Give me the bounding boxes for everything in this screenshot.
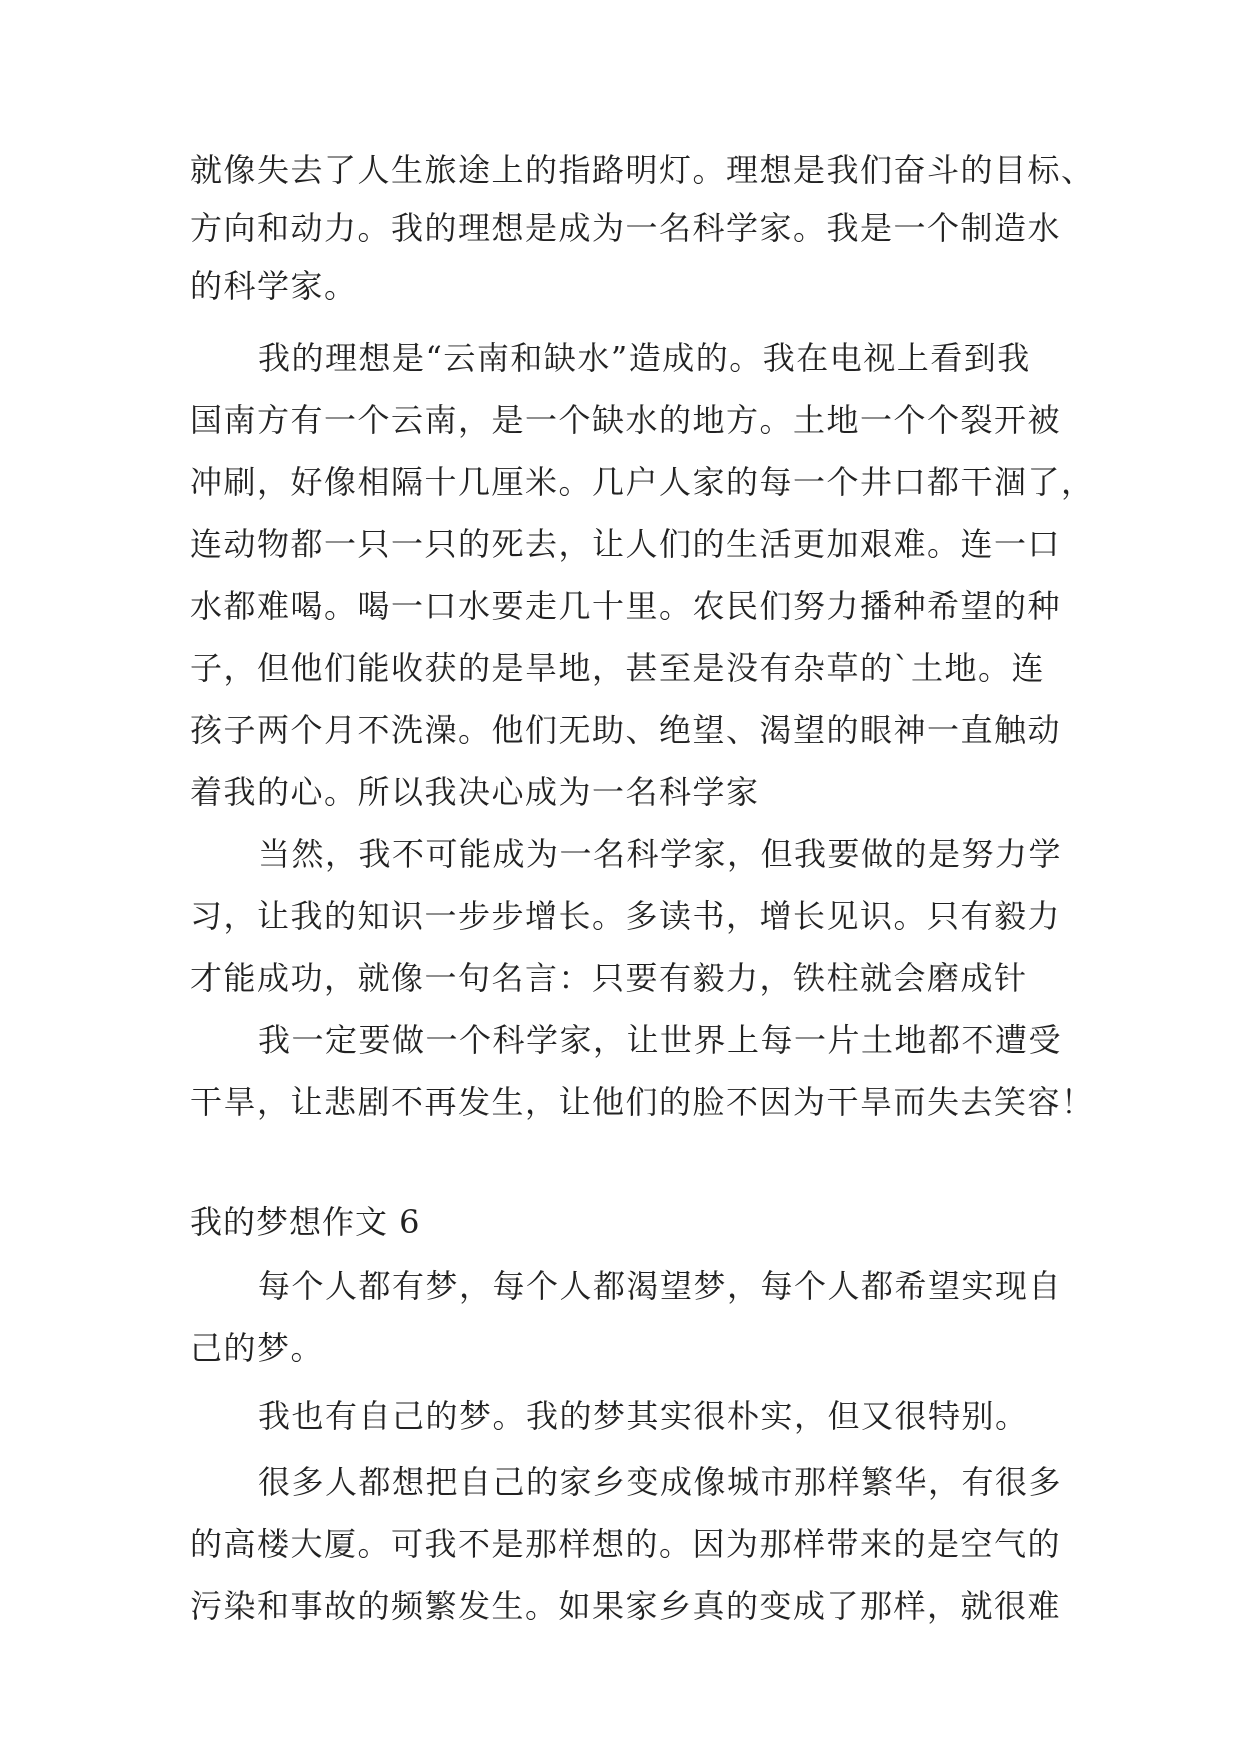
text-line: 干旱，让悲剧不再发生，让他们的脸不因为干旱而失去笑容！ [190, 1083, 1095, 1121]
text-line: 的科学家。 [190, 267, 358, 305]
text-line: 我一定要做一个科学家，让世界上每一片土地都不遭受 [258, 1021, 1063, 1059]
text-line: 连动物都一只一只的死去，让人们的生活更加艰难。连一口 [190, 525, 1062, 563]
text-line: 才能成功，就像一句名言：只要有毅力，铁柱就会磨成针 [190, 959, 1028, 997]
text-line: 每个人都有梦，每个人都渴望梦，每个人都希望实现自 [258, 1267, 1063, 1305]
text-line: 当然，我不可能成为一名科学家，但我要做的是努力学 [258, 835, 1063, 873]
text-line: 的高楼大厦。可我不是那样想的。因为那样带来的是空气的 [190, 1525, 1062, 1563]
text-line: 着我的心。所以我决心成为一名科学家 [190, 773, 760, 811]
text-line: 国南方有一个云南，是一个缺水的地方。土地一个个裂开被 [190, 401, 1062, 439]
text-line: 我也有自己的梦。我的梦其实很朴实，但又很特别。 [258, 1397, 1029, 1435]
text-line: 己的梦。 [190, 1329, 325, 1367]
text-line: 冲刷，好像相隔十几厘米。几户人家的每一个井口都干涸了， [190, 463, 1095, 501]
text-line: 我的理想是“云南和缺水”造成的。我在电视上看到我 [258, 339, 1031, 377]
section-title: 我的梦想作文 6 [190, 1203, 421, 1241]
text-line: 就像失去了人生旅途上的指路明灯。理想是我们奋斗的目标、 [190, 151, 1095, 189]
text-line: 方向和动力。我的理想是成为一名科学家。我是一个制造水 [190, 209, 1062, 247]
text-line: 习，让我的知识一步步增长。多读书，增长见识。只有毅力 [190, 897, 1062, 935]
text-line: 污染和事故的频繁发生。如果家乡真的变成了那样，就很难 [190, 1587, 1062, 1625]
text-line: 很多人都想把自己的家乡变成像城市那样繁华，有很多 [258, 1463, 1063, 1501]
text-line: 孩子两个月不洗澡。他们无助、绝望、渴望的眼神一直触动 [190, 711, 1062, 749]
text-line: 水都难喝。喝一口水要走几十里。农民们努力播种希望的种 [190, 587, 1062, 625]
text-line: 子，但他们能收获的是旱地，甚至是没有杂草的`土地。连 [190, 649, 1046, 687]
